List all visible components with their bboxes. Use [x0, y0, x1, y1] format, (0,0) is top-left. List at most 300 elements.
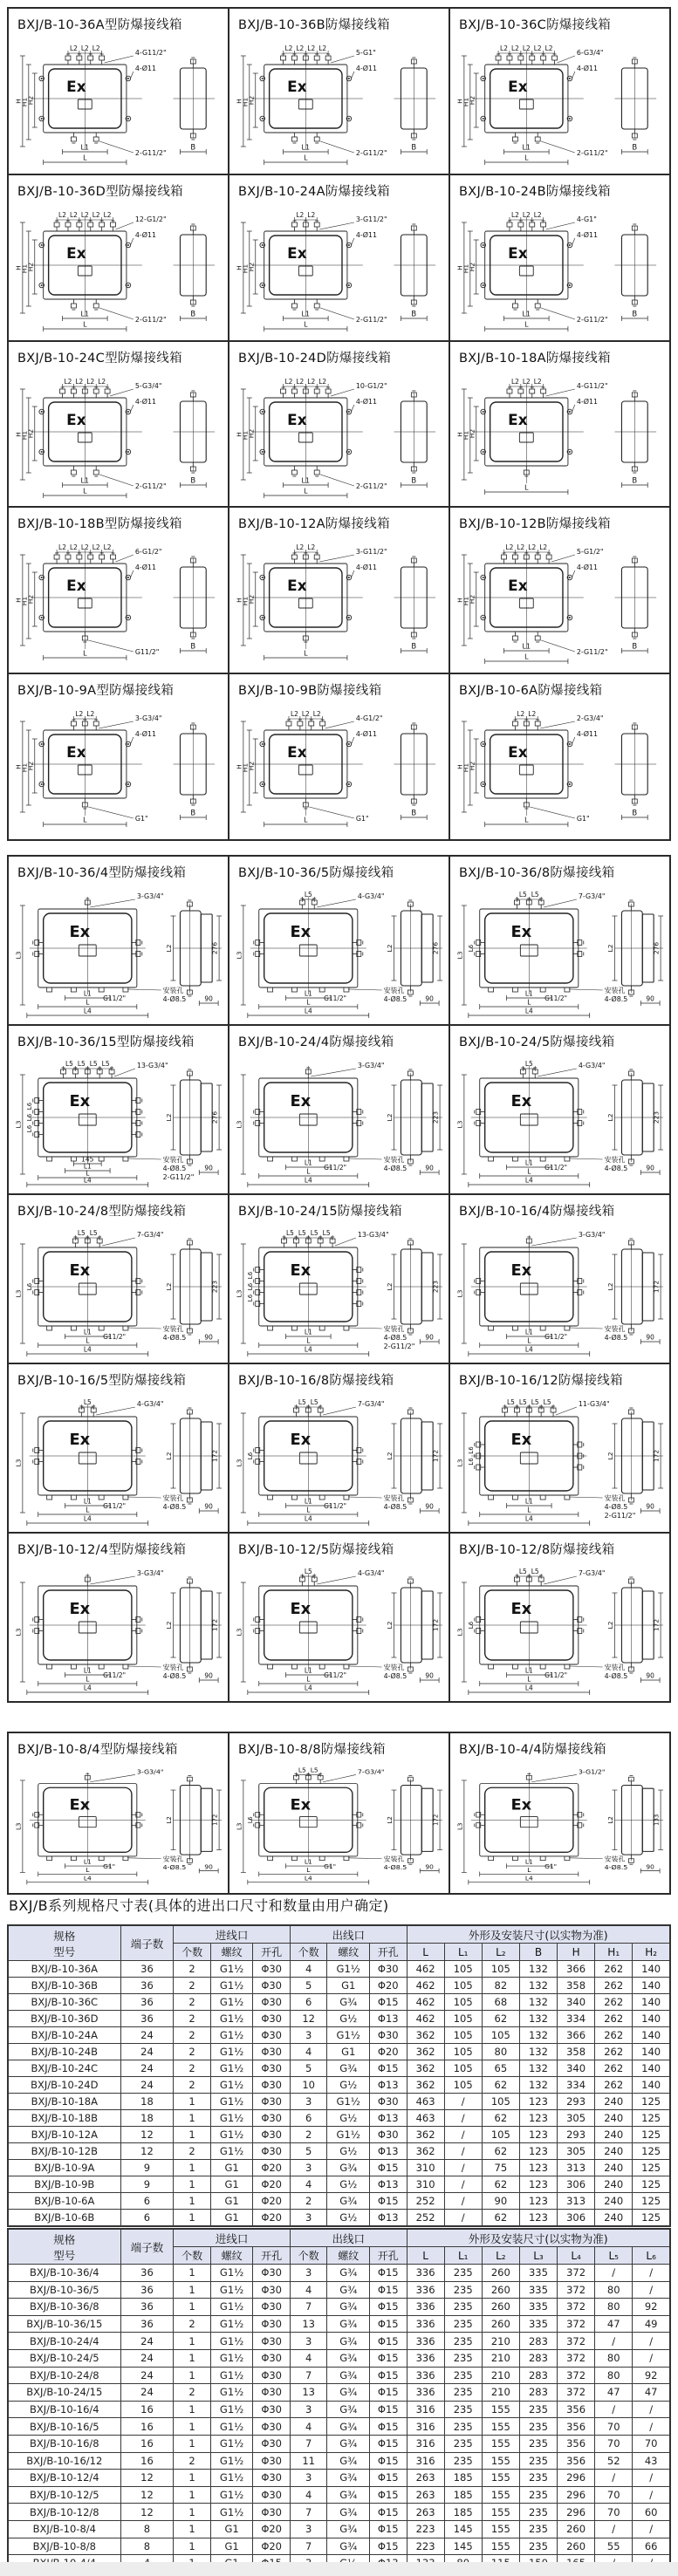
value-cell: 262: [595, 2011, 633, 2027]
value-cell: 240: [595, 2127, 633, 2143]
value-cell: 362: [407, 2044, 444, 2060]
value-cell: G¾: [327, 2520, 370, 2538]
model-cell: BXJ/B-10-36/15: [8, 2315, 120, 2333]
diagram-cell: [8, 1194, 229, 1363]
value-cell: 235: [519, 2418, 557, 2436]
svg-text:Ex: Ex: [66, 410, 86, 428]
svg-text:172: 172: [431, 1449, 440, 1463]
svg-text:L: L: [524, 320, 529, 329]
diagram-title: BXJ/B-10-24C型防爆接线箱: [17, 351, 182, 366]
technical-drawing: [9, 33, 229, 173]
svg-text:H: H: [235, 431, 243, 437]
svg-text:4-Ø8.5: 4-Ø8.5: [383, 1502, 407, 1512]
svg-text:安装孔: 安装孔: [383, 1493, 405, 1503]
value-cell: G1½: [210, 1994, 253, 2011]
svg-text:3-G3/4": 3-G3/4": [136, 1767, 164, 1776]
diagram-cell: [229, 1363, 449, 1533]
value-cell: 235: [444, 2281, 482, 2299]
value-cell: 60: [633, 2504, 670, 2521]
value-cell: 36: [120, 2011, 174, 2027]
svg-text:H1: H1: [20, 430, 29, 440]
svg-text:B: B: [632, 475, 638, 485]
value-cell: 235: [444, 2367, 482, 2384]
svg-text:Ex: Ex: [290, 1261, 312, 1281]
svg-text:L5: L5: [304, 890, 312, 899]
model-cell: BXJ/B-10-24B: [8, 2044, 120, 2060]
svg-text:L2: L2: [92, 543, 100, 552]
svg-text:安装孔: 安装孔: [604, 1663, 626, 1672]
value-cell: 1: [174, 2367, 211, 2384]
value-cell: G¾: [327, 2401, 370, 2418]
value-cell: 16: [120, 2401, 174, 2418]
svg-text:H1: H1: [241, 263, 250, 274]
value-cell: 362: [407, 2127, 444, 2143]
svg-text:4-G1": 4-G1": [576, 215, 597, 223]
svg-text:G1": G1": [576, 815, 590, 823]
value-cell: Φ30: [253, 2367, 291, 2384]
svg-text:L5: L5: [101, 1059, 110, 1069]
spec-row: [8, 2299, 670, 2316]
svg-text:90: 90: [204, 994, 213, 1003]
value-cell: G¾: [327, 2193, 370, 2210]
diagram-cell: [449, 8, 670, 174]
diagram-title: BXJ/B-10-24A防爆接线箱: [238, 184, 390, 199]
svg-text:L6: L6: [246, 1294, 254, 1302]
value-cell: 5: [290, 2143, 327, 2160]
value-cell: Φ30: [253, 2315, 291, 2333]
svg-text:Ex: Ex: [508, 77, 528, 96]
value-cell: Φ13: [370, 2210, 407, 2227]
svg-text:H: H: [14, 431, 23, 437]
value-cell: 68: [482, 1994, 519, 2011]
svg-text:L2: L2: [386, 944, 394, 953]
subheader-dim: L₂: [482, 2247, 519, 2265]
value-cell: 24: [120, 2077, 174, 2094]
value-cell: G¾: [327, 2384, 370, 2402]
svg-text:H2: H2: [26, 761, 35, 771]
value-cell: 16: [120, 2418, 174, 2436]
value-cell: 123: [519, 2210, 557, 2227]
svg-text:2-G11/2": 2-G11/2": [134, 315, 167, 324]
svg-text:G1": G1": [355, 815, 369, 823]
svg-text:B: B: [632, 641, 638, 651]
svg-text:H2: H2: [26, 428, 35, 438]
model-cell: BXJ/B-10-24/5: [8, 2349, 120, 2367]
value-cell: 334: [558, 2011, 595, 2027]
value-cell: 372: [558, 2281, 595, 2299]
value-cell: /: [444, 2210, 482, 2227]
svg-text:L2: L2: [296, 210, 305, 219]
svg-text:172: 172: [652, 1280, 661, 1294]
subheader-dim: L₁: [444, 2247, 482, 2265]
value-cell: 105: [444, 1978, 482, 1994]
value-cell: Φ15: [370, 2401, 407, 2418]
value-cell: 296: [558, 2486, 595, 2504]
value-cell: 356: [558, 2418, 595, 2436]
value-cell: G½: [327, 2143, 370, 2160]
model-cell: BXJ/B-10-16/5: [8, 2418, 120, 2436]
diagram-cell: [229, 341, 449, 508]
value-cell: 235: [519, 2401, 557, 2418]
svg-text:L5: L5: [518, 890, 527, 899]
svg-text:4-Ø11: 4-Ø11: [576, 64, 599, 73]
value-cell: G¾: [327, 2452, 370, 2470]
value-cell: 1: [174, 2538, 211, 2555]
svg-text:L2: L2: [533, 377, 542, 386]
svg-text:7-G3/4": 7-G3/4": [136, 1230, 164, 1240]
value-cell: Φ15: [370, 2384, 407, 2402]
svg-text:L2: L2: [86, 377, 95, 386]
svg-text:L4: L4: [304, 1684, 312, 1692]
value-cell: /: [444, 2110, 482, 2127]
value-cell: Φ30: [253, 2060, 291, 2077]
technical-drawing: [9, 532, 229, 672]
svg-text:L2: L2: [284, 44, 293, 53]
value-cell: 262: [595, 1994, 633, 2011]
svg-text:H1: H1: [241, 97, 250, 107]
svg-text:L1: L1: [524, 989, 533, 998]
svg-text:L1: L1: [80, 476, 90, 485]
spec-row: [8, 2538, 670, 2555]
svg-text:安装孔: 安装孔: [162, 1155, 184, 1165]
value-cell: 296: [558, 2470, 595, 2487]
header-inlet: 进线口: [174, 2229, 291, 2247]
value-cell: 262: [595, 2060, 633, 2077]
svg-text:223: 223: [652, 1110, 661, 1124]
diagram-cell: [229, 1194, 449, 1363]
diagram-title: BXJ/B-10-12A防爆接线箱: [238, 517, 390, 532]
svg-text:安装孔: 安装孔: [162, 1493, 184, 1503]
svg-text:H1: H1: [241, 597, 250, 606]
value-cell: /: [595, 2333, 633, 2350]
value-cell: 1: [174, 2176, 211, 2193]
value-cell: G1½: [210, 2044, 253, 2060]
value-cell: 235: [444, 2315, 482, 2333]
svg-text:90: 90: [646, 1333, 654, 1342]
spec-row: [8, 2011, 670, 2027]
value-cell: 235: [519, 2470, 557, 2487]
svg-text:L5: L5: [531, 1397, 539, 1407]
svg-text:3-G11/2": 3-G11/2": [355, 215, 387, 223]
diagram-title: BXJ/B-10-36B防爆接线箱: [238, 18, 390, 32]
svg-text:H2: H2: [468, 595, 476, 605]
value-cell: 18: [120, 2110, 174, 2127]
model-cell: BXJ/B-10-8/8: [8, 2538, 120, 2555]
subheader-inlet: 开孔: [253, 1944, 291, 1961]
header-overall-dims: 外形及安装尺寸(以实物为准): [407, 2229, 670, 2247]
value-cell: Φ20: [253, 2520, 291, 2538]
subheader-outlet: 开孔: [370, 1944, 407, 1961]
diagram-cell: [229, 1533, 449, 1702]
value-cell: 2: [174, 2077, 211, 2094]
value-cell: 235: [444, 2418, 482, 2436]
value-cell: 140: [633, 1978, 670, 1994]
svg-text:172: 172: [431, 1618, 440, 1632]
svg-text:L2: L2: [92, 210, 100, 219]
model-cell: BXJ/B-10-16/12: [8, 2452, 120, 2470]
svg-text:H1: H1: [462, 597, 470, 606]
svg-text:L: L: [83, 320, 87, 329]
svg-text:L: L: [83, 487, 87, 495]
spec-row: [8, 2060, 670, 2077]
value-cell: 306: [558, 2210, 595, 2227]
svg-text:L2: L2: [510, 377, 519, 386]
svg-text:安装孔: 安装孔: [604, 1324, 626, 1334]
value-cell: 1: [174, 2265, 211, 2282]
subheader-dim: L₃: [519, 2247, 557, 2265]
value-cell: G½: [327, 2077, 370, 2094]
value-cell: Φ15: [370, 2315, 407, 2333]
svg-text:4-Ø11: 4-Ø11: [355, 397, 378, 406]
svg-text:L: L: [306, 1866, 311, 1874]
value-cell: 105: [444, 1994, 482, 2011]
value-cell: Φ30: [253, 2486, 291, 2504]
model-cell: BXJ/B-10-36/4: [8, 2265, 120, 2282]
svg-text:L: L: [527, 998, 531, 1007]
value-cell: Φ30: [370, 2027, 407, 2044]
value-cell: 316: [407, 2401, 444, 2418]
svg-text:4-Ø11: 4-Ø11: [576, 230, 599, 239]
value-cell: 1: [174, 2160, 211, 2176]
value-cell: Φ30: [253, 2281, 291, 2299]
svg-text:133: 133: [652, 1814, 661, 1826]
svg-text:90: 90: [204, 1502, 213, 1511]
value-cell: 1: [174, 2435, 211, 2452]
svg-text:Ex: Ex: [69, 1091, 91, 1111]
value-cell: 235: [519, 2452, 557, 2470]
svg-text:L1: L1: [304, 1328, 312, 1336]
svg-text:H2: H2: [247, 95, 256, 106]
svg-text:L1: L1: [304, 1858, 312, 1866]
svg-text:2-G11/2": 2-G11/2": [355, 482, 387, 490]
svg-text:276: 276: [210, 1110, 219, 1124]
value-cell: /: [595, 2520, 633, 2538]
model-cell: BXJ/B-10-36D: [8, 2011, 120, 2027]
svg-text:L2: L2: [80, 44, 89, 53]
svg-text:L6: L6: [467, 944, 475, 953]
value-cell: 316: [407, 2435, 444, 2452]
value-cell: 2: [290, 2193, 327, 2210]
svg-text:L2: L2: [165, 944, 174, 953]
value-cell: 140: [633, 1961, 670, 1978]
value-cell: G¾: [327, 2060, 370, 2077]
svg-text:L1: L1: [304, 1497, 312, 1506]
svg-text:L2: L2: [318, 44, 327, 53]
value-cell: 240: [595, 2210, 633, 2227]
svg-text:L: L: [86, 1336, 90, 1345]
svg-text:安装孔: 安装孔: [383, 1324, 405, 1334]
svg-text:安装孔: 安装孔: [162, 1663, 184, 1672]
value-cell: 6: [120, 2193, 174, 2210]
svg-text:L4: L4: [524, 1514, 533, 1523]
diagram-title: BXJ/B-10-24/4防爆接线箱: [238, 1035, 394, 1049]
svg-text:223: 223: [431, 1280, 440, 1294]
value-cell: 140: [633, 1994, 670, 2011]
svg-text:4-Ø8.5: 4-Ø8.5: [604, 1502, 628, 1512]
svg-text:5-G1/2": 5-G1/2": [576, 548, 604, 557]
spec-row: [8, 2470, 670, 2487]
value-cell: 260: [482, 2315, 519, 2333]
diagram-title: BXJ/B-10-18A防爆接线箱: [459, 351, 611, 366]
value-cell: 235: [444, 2401, 482, 2418]
value-cell: G1½: [210, 2027, 253, 2044]
value-cell: /: [595, 2401, 633, 2418]
header-model: 规格 型号: [8, 2229, 120, 2265]
value-cell: 10: [290, 2077, 327, 2094]
svg-text:L4: L4: [83, 1874, 92, 1882]
svg-text:Ex: Ex: [508, 243, 528, 262]
value-cell: 155: [482, 2538, 519, 2555]
svg-text:L3: L3: [455, 951, 464, 960]
subheader-outlet: 螺纹: [327, 2247, 370, 2265]
svg-text:L2: L2: [103, 543, 112, 552]
technical-drawing: [9, 1389, 229, 1530]
svg-text:L: L: [304, 816, 308, 824]
svg-text:Ex: Ex: [66, 243, 86, 262]
value-cell: 313: [558, 2160, 595, 2176]
svg-text:L1: L1: [83, 1858, 92, 1866]
value-cell: G¾: [327, 2160, 370, 2176]
svg-text:L4: L4: [304, 1345, 312, 1354]
svg-text:L2: L2: [533, 44, 542, 53]
svg-text:90: 90: [425, 1502, 434, 1511]
spec-row: [8, 2193, 670, 2210]
svg-text:L2: L2: [69, 44, 78, 53]
svg-text:2-G11/2": 2-G11/2": [162, 1172, 195, 1182]
value-cell: Φ30: [253, 2470, 291, 2487]
value-cell: 140: [633, 2044, 670, 2060]
value-cell: 1: [174, 2504, 211, 2521]
value-cell: 125: [633, 2210, 670, 2227]
svg-text:172: 172: [431, 1814, 440, 1826]
value-cell: G1: [210, 2210, 253, 2227]
value-cell: 240: [595, 2094, 633, 2110]
svg-text:L3: L3: [14, 951, 23, 960]
svg-text:L: L: [83, 154, 87, 162]
svg-text:L1: L1: [304, 1666, 312, 1675]
value-cell: 36: [120, 2299, 174, 2316]
header-outlet: 出线口: [290, 1925, 407, 1944]
technical-drawing: [450, 1050, 670, 1192]
value-cell: 5: [290, 2060, 327, 2077]
value-cell: 125: [633, 2127, 670, 2143]
value-cell: Φ30: [253, 2401, 291, 2418]
technical-drawing: [9, 200, 229, 339]
svg-text:G11/2": G11/2": [324, 1671, 347, 1680]
technical-drawing: [229, 1558, 449, 1699]
value-cell: G1½: [210, 2265, 253, 2282]
svg-text:4-Ø8.5: 4-Ø8.5: [162, 1671, 187, 1681]
svg-text:L5: L5: [77, 1059, 86, 1069]
svg-text:276: 276: [210, 941, 219, 955]
model-cell: BXJ/B-10-18B: [8, 2110, 120, 2127]
svg-text:H1: H1: [241, 430, 250, 440]
value-cell: Φ15: [370, 2470, 407, 2487]
svg-text:90: 90: [646, 1862, 654, 1871]
svg-text:10-G1/2": 10-G1/2": [355, 381, 387, 390]
value-cell: G1½: [210, 2127, 253, 2143]
svg-text:L5: L5: [89, 1228, 98, 1238]
value-cell: 47: [595, 2315, 633, 2333]
svg-text:3-G3/4": 3-G3/4": [134, 714, 162, 723]
svg-text:13-G3/4": 13-G3/4": [136, 1061, 168, 1070]
svg-text:90: 90: [204, 1164, 213, 1172]
svg-text:L6: L6: [467, 1446, 475, 1454]
value-cell: 12: [290, 2011, 327, 2027]
svg-text:L: L: [86, 1169, 90, 1178]
svg-text:L3: L3: [235, 951, 243, 960]
value-cell: 313: [558, 2193, 595, 2210]
svg-text:4-G3/4": 4-G3/4": [357, 1568, 385, 1578]
svg-text:3-G3/4": 3-G3/4": [136, 892, 164, 901]
diagram-title: BXJ/B-10-36/4型防爆接线箱: [17, 866, 187, 880]
value-cell: 55: [595, 2538, 633, 2555]
svg-text:L2: L2: [606, 1452, 615, 1460]
model-cell: BXJ/B-10-9A: [8, 2160, 120, 2176]
svg-text:G11/2": G11/2": [103, 1332, 127, 1342]
svg-text:L2: L2: [80, 543, 89, 552]
svg-text:L: L: [83, 816, 87, 824]
svg-text:L2: L2: [510, 44, 519, 53]
model-cell: BXJ/B-10-36B: [8, 1978, 120, 1994]
svg-text:7-G3/4": 7-G3/4": [578, 1568, 606, 1578]
svg-text:12-G1/2": 12-G1/2": [134, 215, 167, 223]
value-cell: 335: [519, 2315, 557, 2333]
value-cell: /: [444, 2176, 482, 2193]
value-cell: 4: [290, 1961, 327, 1978]
svg-text:L2: L2: [64, 377, 72, 386]
value-cell: G1½: [210, 2060, 253, 2077]
value-cell: 155: [482, 2504, 519, 2521]
svg-text:L2: L2: [606, 944, 615, 953]
value-cell: Φ20: [370, 1978, 407, 1994]
technical-drawing: [9, 1220, 229, 1361]
svg-text:L6: L6: [246, 1282, 254, 1291]
value-cell: 262: [595, 1978, 633, 1994]
spec-row: [8, 2160, 670, 2176]
value-cell: 24: [120, 2027, 174, 2044]
value-cell: 263: [407, 2470, 444, 2487]
svg-text:L3: L3: [235, 1459, 243, 1467]
value-cell: Φ20: [253, 2538, 291, 2555]
svg-text:H: H: [455, 431, 464, 437]
svg-text:5-G3/4": 5-G3/4": [134, 381, 162, 390]
svg-text:L2: L2: [307, 543, 316, 552]
svg-text:L: L: [86, 1506, 90, 1514]
value-cell: 185: [444, 2470, 482, 2487]
svg-text:4-Ø8.5: 4-Ø8.5: [383, 1863, 407, 1871]
value-cell: 155: [482, 2435, 519, 2452]
value-cell: 462: [407, 1994, 444, 2011]
value-cell: 260: [482, 2265, 519, 2282]
value-cell: Φ20: [253, 2193, 291, 2210]
svg-text:L6: L6: [25, 1102, 33, 1110]
svg-text:90: 90: [646, 1671, 654, 1680]
model-cell: BXJ/B-10-9B: [8, 2176, 120, 2193]
svg-text:L5: L5: [286, 1228, 294, 1238]
svg-text:B: B: [411, 142, 417, 152]
svg-text:4-G1/2": 4-G1/2": [355, 714, 383, 723]
value-cell: 262: [595, 2044, 633, 2060]
svg-text:安装孔: 安装孔: [604, 1493, 626, 1503]
value-cell: 335: [519, 2281, 557, 2299]
svg-text:L5: L5: [65, 1059, 73, 1069]
value-cell: 2: [174, 2452, 211, 2470]
svg-text:L2: L2: [312, 710, 321, 719]
spec-table-letter-series: [7, 1924, 671, 2227]
value-cell: G¾: [327, 2315, 370, 2333]
value-cell: Φ30: [253, 2333, 291, 2350]
